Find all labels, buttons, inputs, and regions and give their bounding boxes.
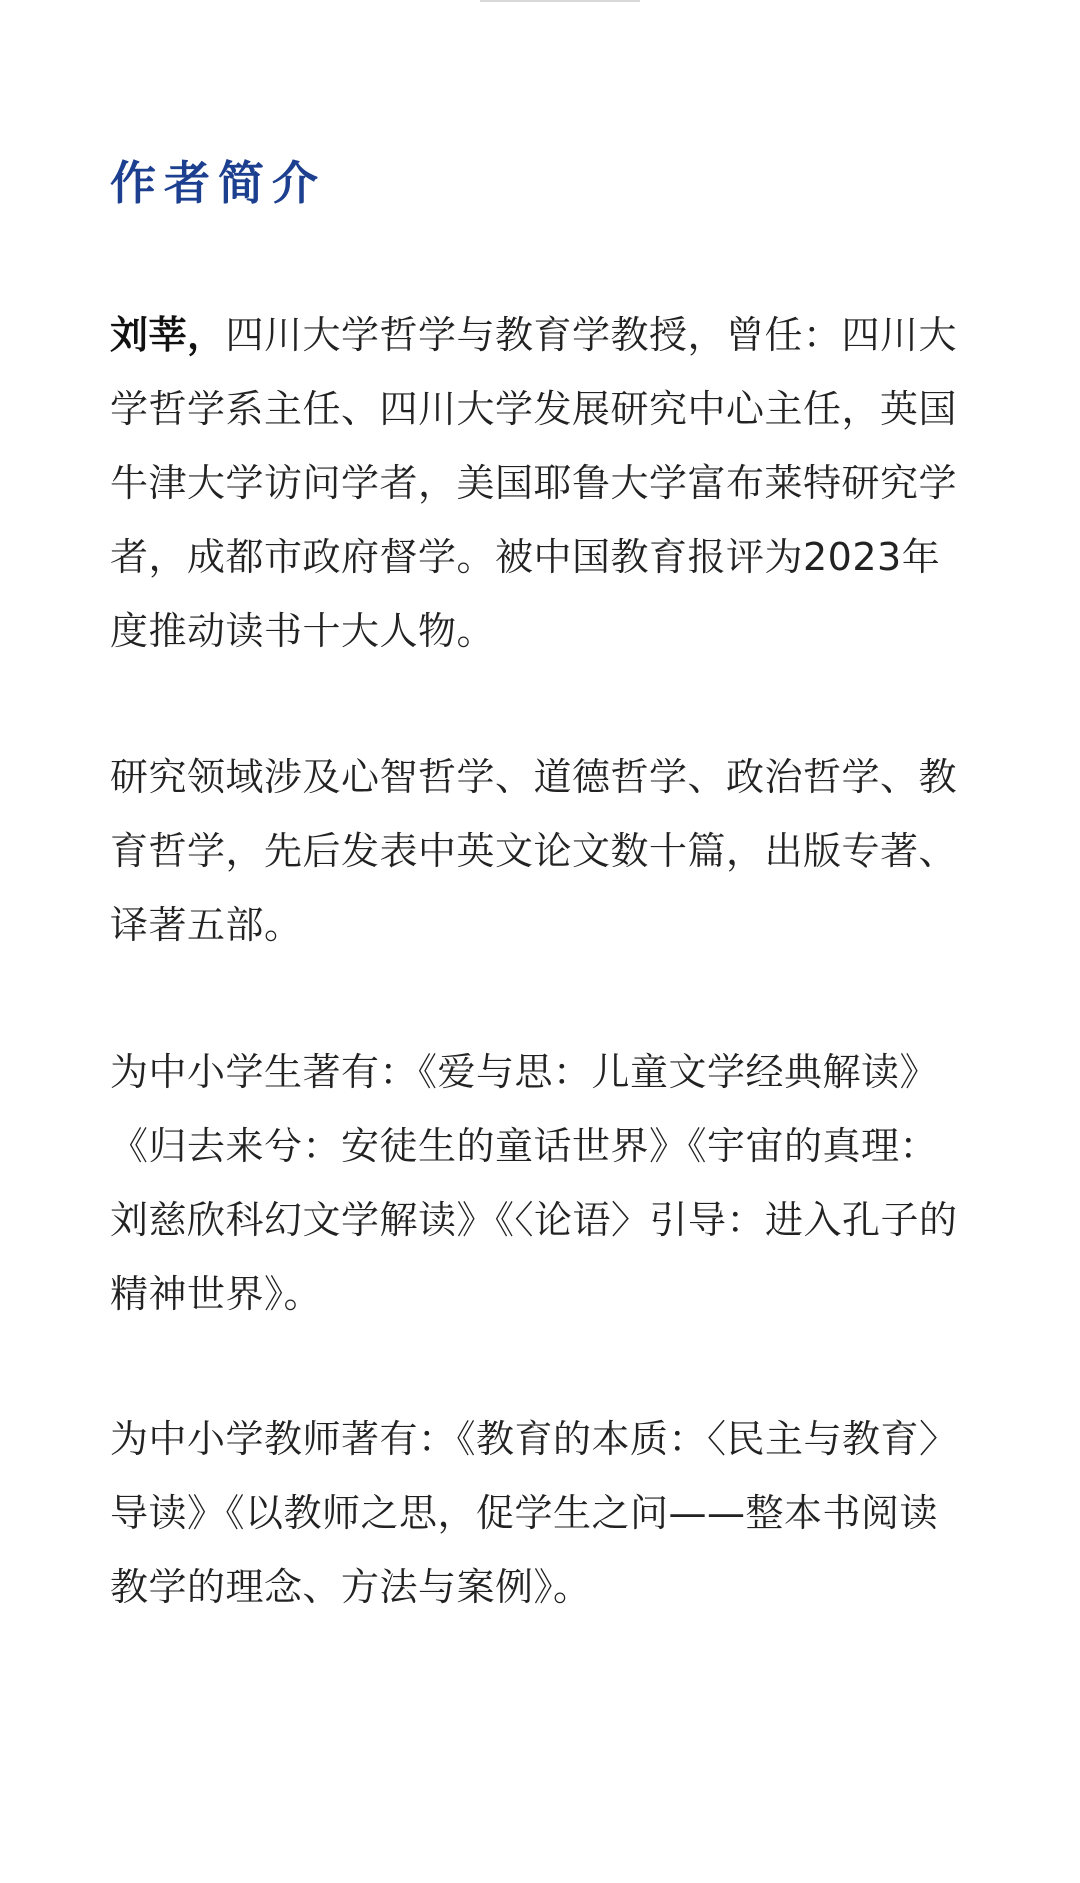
top-divider xyxy=(480,0,640,2)
teacher-books-paragraph: 为中小学教师著有：《教育的本质：〈民主与教育〉导读》《以教师之思，促学生之问——整本书阅读教学的理念、方法与案例》。 xyxy=(110,1417,958,1609)
intro-paragraph xyxy=(110,298,960,668)
intro-text: 四川大学哲学与教育学教授，曾任：四川大学哲学系主任、四川大学发展研究中心主任，英国牛津大学访问学者，美国耶鲁大学富布莱特研究学者，成都市政府督学。被中国教育报评为2023年度推动读书十大人物。 xyxy=(110,313,958,653)
student-books-paragraph: 为中小学生著有：《爱与思：儿童文学经典解读》《归去来兮：安徒生的童话世界》《宇宙的真理：刘慈欣科幻文学解读》《〈论语〉引导：进入孔子的精神世界》。 xyxy=(110,1050,958,1316)
author-name: 刘莘， xyxy=(110,313,226,357)
research-paragraph: 研究领域涉及心智哲学、道德哲学、政治哲学、教育哲学，先后发表中英文论文数十篇，出版专著、译著五部。 xyxy=(110,755,958,947)
section-heading: 作者简介 xyxy=(110,156,326,210)
